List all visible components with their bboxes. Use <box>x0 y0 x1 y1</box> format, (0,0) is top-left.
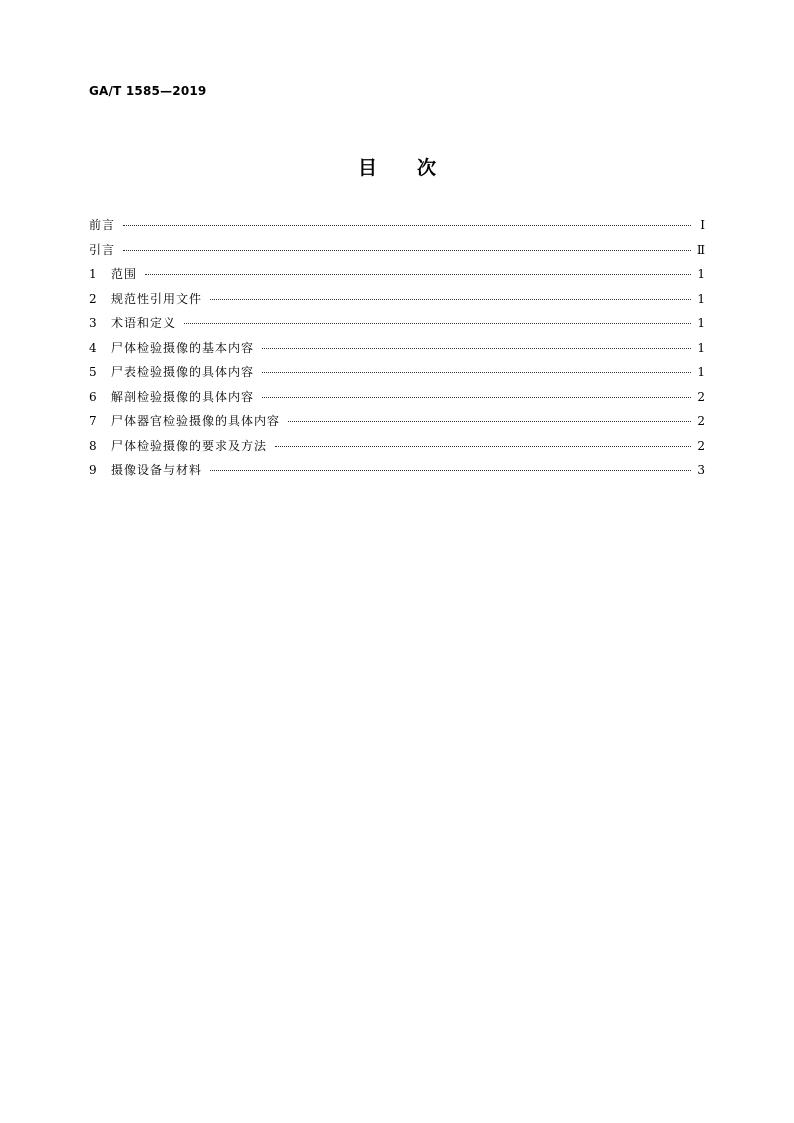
toc-entry-page: 2 <box>697 414 705 428</box>
toc-leader-dots <box>275 446 691 447</box>
toc-entry-7[interactable] <box>89 412 705 437</box>
toc-entry-page: 2 <box>697 389 705 404</box>
toc-entry-page: 1 <box>697 365 705 379</box>
toc-entry-page: 1 <box>697 340 705 355</box>
toc-entry-number: 2 <box>89 291 97 306</box>
toc-entry-number: 1 <box>89 267 97 281</box>
toc-entry-number: 9 <box>89 463 97 477</box>
toc-entry-label: 术语和定义 <box>111 316 177 330</box>
toc-entry-4[interactable] <box>89 339 705 364</box>
toc-leader-dots <box>210 299 691 300</box>
toc-entry-page: 1 <box>697 267 705 281</box>
toc-entry-page: 1 <box>697 316 705 330</box>
toc-entry-label: 前言 <box>89 218 116 232</box>
toc-entry-number: 7 <box>89 414 97 428</box>
toc-entry-number: 8 <box>89 438 97 453</box>
toc-title-part1: 目 <box>357 157 377 179</box>
toc-leader-dots <box>210 470 691 471</box>
toc-entry-label: 范围 <box>111 267 138 281</box>
toc-entry-number: 5 <box>89 365 97 379</box>
standard-id: GA/T 1585—2019 <box>89 84 207 98</box>
toc-entry-page: Ⅱ <box>696 242 705 257</box>
toc-entry-label: 解剖检验摄像的具体内容 <box>111 389 255 404</box>
toc-entry-page: 2 <box>697 438 705 453</box>
toc-entry-label: 尸体器官检验摄像的具体内容 <box>111 414 281 428</box>
toc-entry-foreword[interactable] <box>89 216 705 241</box>
toc-list <box>89 216 705 486</box>
toc-entry-label: 尸体检验摄像的基本内容 <box>111 340 255 355</box>
toc-entry-page: 3 <box>697 463 705 477</box>
toc-leader-dots <box>184 323 691 324</box>
toc-entry-introduction[interactable] <box>89 241 705 266</box>
toc-leader-dots <box>145 274 691 275</box>
toc-entry-label: 尸表检验摄像的具体内容 <box>111 365 255 379</box>
toc-entry-number: 6 <box>89 389 97 404</box>
toc-leader-dots <box>262 348 691 349</box>
toc-entry-label: 规范性引用文件 <box>111 291 203 306</box>
toc-entry-3[interactable] <box>89 314 705 339</box>
toc-leader-dots <box>288 421 691 422</box>
toc-leader-dots <box>123 225 691 226</box>
toc-leader-dots <box>262 372 691 373</box>
toc-entry-9[interactable] <box>89 461 705 486</box>
toc-entry-number: 3 <box>89 316 97 330</box>
toc-entry-8[interactable] <box>89 437 705 462</box>
toc-entry-2[interactable] <box>89 290 705 315</box>
toc-entry-1[interactable] <box>89 265 705 290</box>
toc-entry-label: 引言 <box>89 242 116 257</box>
toc-entry-label: 尸体检验摄像的要求及方法 <box>111 438 268 453</box>
toc-entry-5[interactable] <box>89 363 705 388</box>
toc-leader-dots <box>262 397 691 398</box>
toc-entry-number: 4 <box>89 340 97 355</box>
toc-entry-label: 摄像设备与材料 <box>111 463 203 477</box>
toc-entry-6[interactable] <box>89 388 705 413</box>
toc-entry-page: Ⅰ <box>700 218 705 232</box>
toc-leader-dots <box>123 250 691 251</box>
toc-title <box>0 153 794 180</box>
toc-title-part2: 次 <box>417 157 437 179</box>
toc-entry-page: 1 <box>697 291 705 306</box>
